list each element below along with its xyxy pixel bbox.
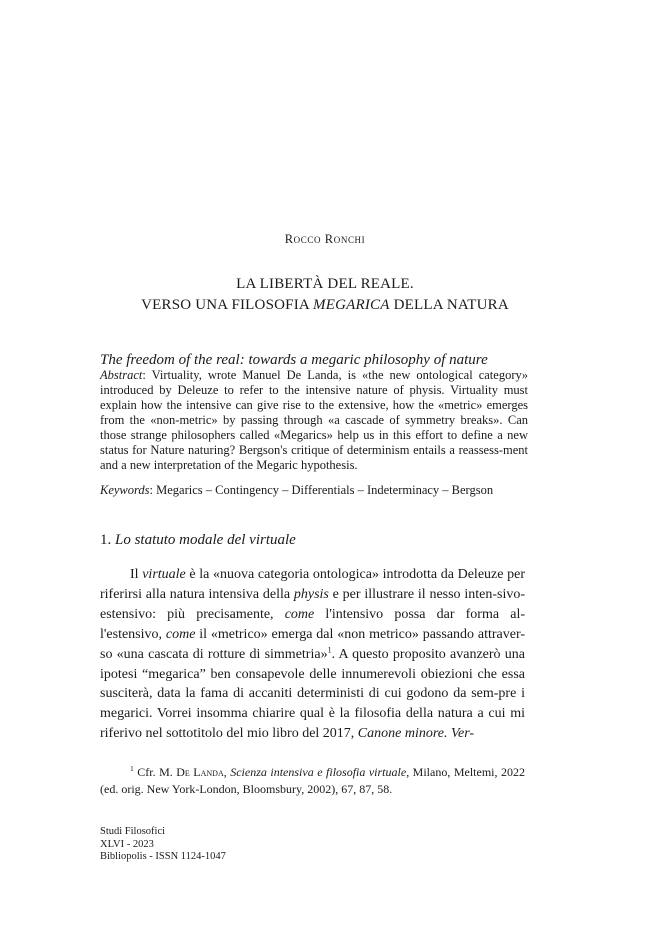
abstract	[100, 368, 528, 473]
english-title: The freedom of the real: towards a megaric philosophy of nature	[100, 352, 488, 368]
journal-name: Studi Filosofici	[100, 826, 166, 837]
footnote-number: 1	[130, 764, 134, 773]
article-title-line-2	[0, 297, 650, 314]
body-text	[100, 565, 525, 744]
body-paragraph	[100, 565, 525, 744]
section-title: Lo statuto modale del virtuale	[115, 532, 296, 548]
body-italic: physis	[293, 586, 329, 602]
body-run: e per illustrare il nesso inten-sivo-estensivo: più precisamente,	[100, 586, 525, 622]
title-text: VERSO UNA FILOSOFIA	[141, 297, 314, 313]
journal-publisher: Bibliopolis - ISSN 1124-1047	[100, 851, 226, 863]
body-run: è la «nuova categoria ontologica» introdotta da Deleuze per riferirsi alla natura intensiva della	[100, 567, 525, 602]
abstract-text: : Virtuality, wrote Manuel De Landa, is «the new ontological category» introduced by Deleuze to refer to the intensive nature of physis. Virtuality must explain how the intensive can give rise to the extensive, how the «metric» emerges from the «non-metric» by passing through «a cascade of symmetry breaks». Can those strange philosophers called «Megarics» help us in this effort to define a new status for Nature naturing? Bergson's critique of determinism entails a reassess-ment and a new interpretation of the Megaric hypothesis.	[100, 368, 528, 472]
title-text-end: DELLA NATURA	[389, 297, 509, 313]
keywords-text: : Megarics – Contingency – Differentials – Indeterminacy – Bergson	[149, 483, 494, 497]
footnote-paragraph	[100, 764, 525, 797]
author-name: Rocco Ronchi	[284, 232, 366, 246]
footnote-work-title: Scienza intensiva e filosofia virtuale	[230, 765, 407, 779]
section-heading	[100, 532, 530, 549]
body-italic: Canone minore. Ver-	[357, 726, 475, 742]
body-run: Il	[130, 567, 143, 582]
article-title-line-1: LA LIBERTÀ DEL REALE.	[236, 276, 414, 292]
section-number: 1.	[100, 532, 115, 548]
footnote-author: De Landa	[176, 765, 224, 779]
footnote-run: , Milano, Meltemi, 2022 (ed. orig. New York-London, Bloomsbury, 2002), 67, 87, 58.	[100, 765, 525, 796]
footnote-marker[interactable]: 1	[327, 644, 332, 654]
footnote	[100, 764, 525, 797]
title-italic: MEGARICA	[313, 297, 390, 313]
body-italic: virtuale	[142, 567, 186, 582]
body-italic: come	[165, 626, 196, 642]
journal-info	[100, 826, 400, 864]
body-run: il «metrico» emerga dal «non metrico» passando attraver-so «una cascata di rotture di simmetria»	[100, 626, 526, 662]
body-italic: come	[284, 606, 315, 622]
keywords	[100, 483, 530, 498]
abstract-label: Abstract	[100, 368, 143, 382]
body-run: l'intensivo possa dar forma al-l'estensivo,	[100, 606, 525, 642]
keywords-label: Keywords	[100, 483, 150, 497]
body-run: . A questo proposito avanzerò una ipotesi “megarica” ben consapevole delle innumerevoli obiezioni che essa susciterà, data la fama di accaniti deterministi di cui godono da sem-pre i megarici. Vorrei insomma chiarire qual è la filosofia della natura a cui mi riferivo nel sottotitolo del mio libro del 2017,	[100, 646, 525, 742]
footnote-run: ,	[223, 765, 231, 779]
footnote-run: Cfr. M.	[133, 765, 177, 779]
journal-volume: XLVI - 2023	[100, 838, 154, 850]
